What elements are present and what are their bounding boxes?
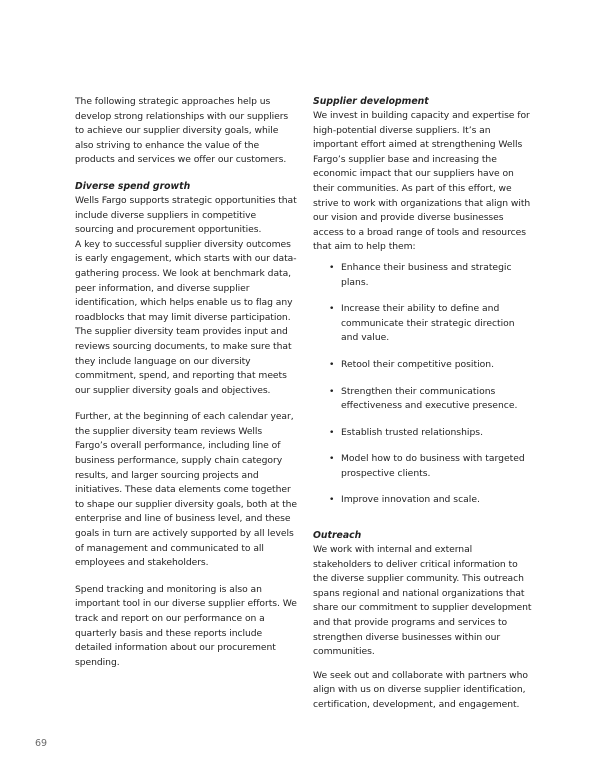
list-item: • Retool their competitive position. <box>313 358 533 373</box>
intro-paragraph: The following strategic approaches help us develop strong relationships with our suppliers to achieve our supplier diversity goals, while also striving to enhance the value of the products and services we offer our customers. <box>75 96 289 166</box>
diverse-spend-paragraph-1: Wells Fargo supports strategic opportunities that include diverse suppliers in competitive sourcing and procurement opportunities. <box>75 194 297 236</box>
bullet-icon: • <box>329 261 335 273</box>
right-column <box>313 95 533 713</box>
outreach-heading: Outreach <box>313 530 362 542</box>
bullet-icon: • <box>329 303 335 315</box>
diverse-spend-paragraph-4: Spend tracking and monitoring is also an important tool in our diverse supplier efforts. We track and report on our performance on a quarterly basis and these reports include detailed information about our procurement spending. <box>75 583 297 668</box>
list-item: • Strengthen their communications effectiveness and executive presence. <box>329 385 518 412</box>
support-bullet-list <box>313 261 533 508</box>
supplier-development-heading: Supplier development <box>313 96 429 107</box>
list-item: • Establish trusted relationships. <box>313 426 533 441</box>
bullet-icon: • <box>329 385 335 397</box>
list-item: • Improve innovation and scale. <box>313 493 533 508</box>
diverse-spend-paragraph-3: Further, at the beginning of each calendar year, the supplier diversity team reviews Wells Fargo’s overall performance, including line of business performance, supply chain category results, and larger sourcing projects and initiatives. These data elements come together to shape our supplier diversity goals, both at the enterprise and line of business level, and these goals in turn are actively supported by all levels of management and communicated to all employees and stakeholders. <box>75 411 298 569</box>
bullet-icon: • <box>329 453 335 465</box>
bullet-icon: • <box>329 358 335 370</box>
list-item: • Increase their ability to define and communicate their strategic direction and value. <box>329 303 515 344</box>
supplier-development-paragraph: We invest in building capacity and expertise for high-potential diverse suppliers. It’s an important effort aimed at strengthening Wells Fargo’s supplier base and increasing the economic impact that our suppliers have on their communities. As part of this effort, we strive to work with organizations that align with our vision and provide diverse businesses access to a broad range of tools and resources that aim to help them: <box>313 110 531 253</box>
page-number: 69 <box>35 738 48 749</box>
left-column <box>75 95 297 670</box>
diverse-spend-paragraph-2: A key to successful supplier diversity outcomes is early engagement, which starts with our data-gathering process. We look at benchmark data, peer information, and diverse supplier identification, which helps enable us to flag any roadblocks that may limit diverse participation. The supplier diversity team provides input and reviews sourcing documents, to make sure that they include language on our diversity commitment, spend, and reporting that meets our supplier diversity goals and objectives. <box>75 238 297 396</box>
list-item: • Model how to do business with targeted prospective clients. <box>329 453 525 479</box>
bullet-icon: • <box>329 426 335 438</box>
list-item: • Enhance their business and strategic plans. <box>329 261 512 288</box>
diverse-spend-heading: Diverse spend growth <box>75 180 191 192</box>
bullet-icon: • <box>329 494 335 506</box>
outreach-paragraph-1: We work with internal and external stakeholders to deliver critical information to the diverse supplier community. This outreach spans regional and national organizations that share our commitment to supplier development and that provide programs and services to strengthen diverse businesses within our communities. <box>313 544 532 658</box>
outreach-paragraph-2: We seek out and collaborate with partners who align with us on diverse supplier identification, certification, development, and engagement. <box>313 669 528 710</box>
